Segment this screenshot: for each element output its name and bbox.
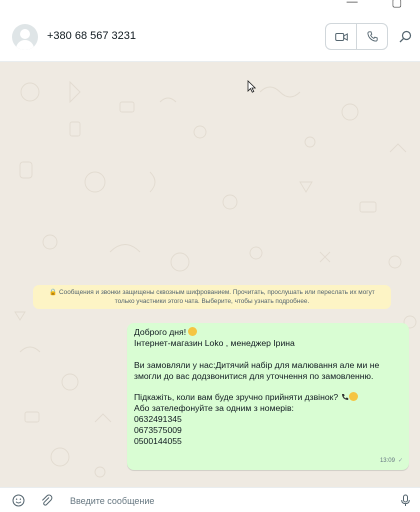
microphone-icon[interactable] xyxy=(399,494,412,507)
video-call-button[interactable] xyxy=(326,24,356,49)
encryption-notice[interactable] xyxy=(33,285,391,309)
video-camera-icon xyxy=(335,32,348,42)
lock-icon: 🔒 xyxy=(49,289,58,296)
contact-phone[interactable]: +380 68 567 3231 xyxy=(47,30,137,42)
phone-number: 0632491345 xyxy=(134,414,182,425)
window-titlebar xyxy=(0,0,420,12)
search-icon[interactable] xyxy=(397,29,413,45)
message-line: Доброго дня! xyxy=(134,327,403,338)
message-line: змогли до вас додзвонитися для уточнення по замовленню. xyxy=(134,370,374,381)
phone-icon xyxy=(367,31,378,42)
waving-hand-emoji-icon xyxy=(188,327,197,336)
maximize-icon[interactable]: ▢ xyxy=(391,0,402,9)
avatar[interactable] xyxy=(12,24,38,50)
telephone-emoji-icon xyxy=(341,393,349,401)
emoji-icon[interactable] xyxy=(12,494,25,507)
call-button-group xyxy=(325,23,388,50)
smiling-face-emoji-icon xyxy=(349,392,358,401)
chat-area[interactable] xyxy=(0,62,420,487)
message-composer xyxy=(0,487,420,512)
phone-number: 0673575009 xyxy=(134,425,182,436)
message-time: 13:09 xyxy=(379,458,395,465)
mouse-cursor xyxy=(247,80,256,93)
voice-call-button[interactable] xyxy=(356,24,387,49)
message-line: Підкажіть, коли вам буде зручно прийняти дзвінок? xyxy=(134,392,403,403)
sent-check-icon: ✓ xyxy=(397,458,403,465)
message-meta xyxy=(380,456,403,467)
chat-header xyxy=(0,12,420,62)
message-line: Або зателефонуйте за одним з номерів: xyxy=(134,403,294,414)
encryption-notice-text: Сообщения и звонки защищены сквозным шифрованием. Прочитать, прослушать или переслать их могут только участники этого чата. Выберите, чтобы узнать подробнее. xyxy=(59,289,375,305)
minimize-icon[interactable]: — xyxy=(346,0,358,8)
message-line: Ви замовляли у нас:Дитячий набір для малювання але ми не xyxy=(134,359,380,370)
message-line: Інтернет-магазин Loko , менеджер Ірина xyxy=(134,337,295,348)
phone-number: 0500144055 xyxy=(134,436,182,447)
outgoing-message[interactable] xyxy=(127,323,409,470)
paperclip-icon[interactable] xyxy=(40,494,53,507)
message-input[interactable] xyxy=(70,494,380,508)
